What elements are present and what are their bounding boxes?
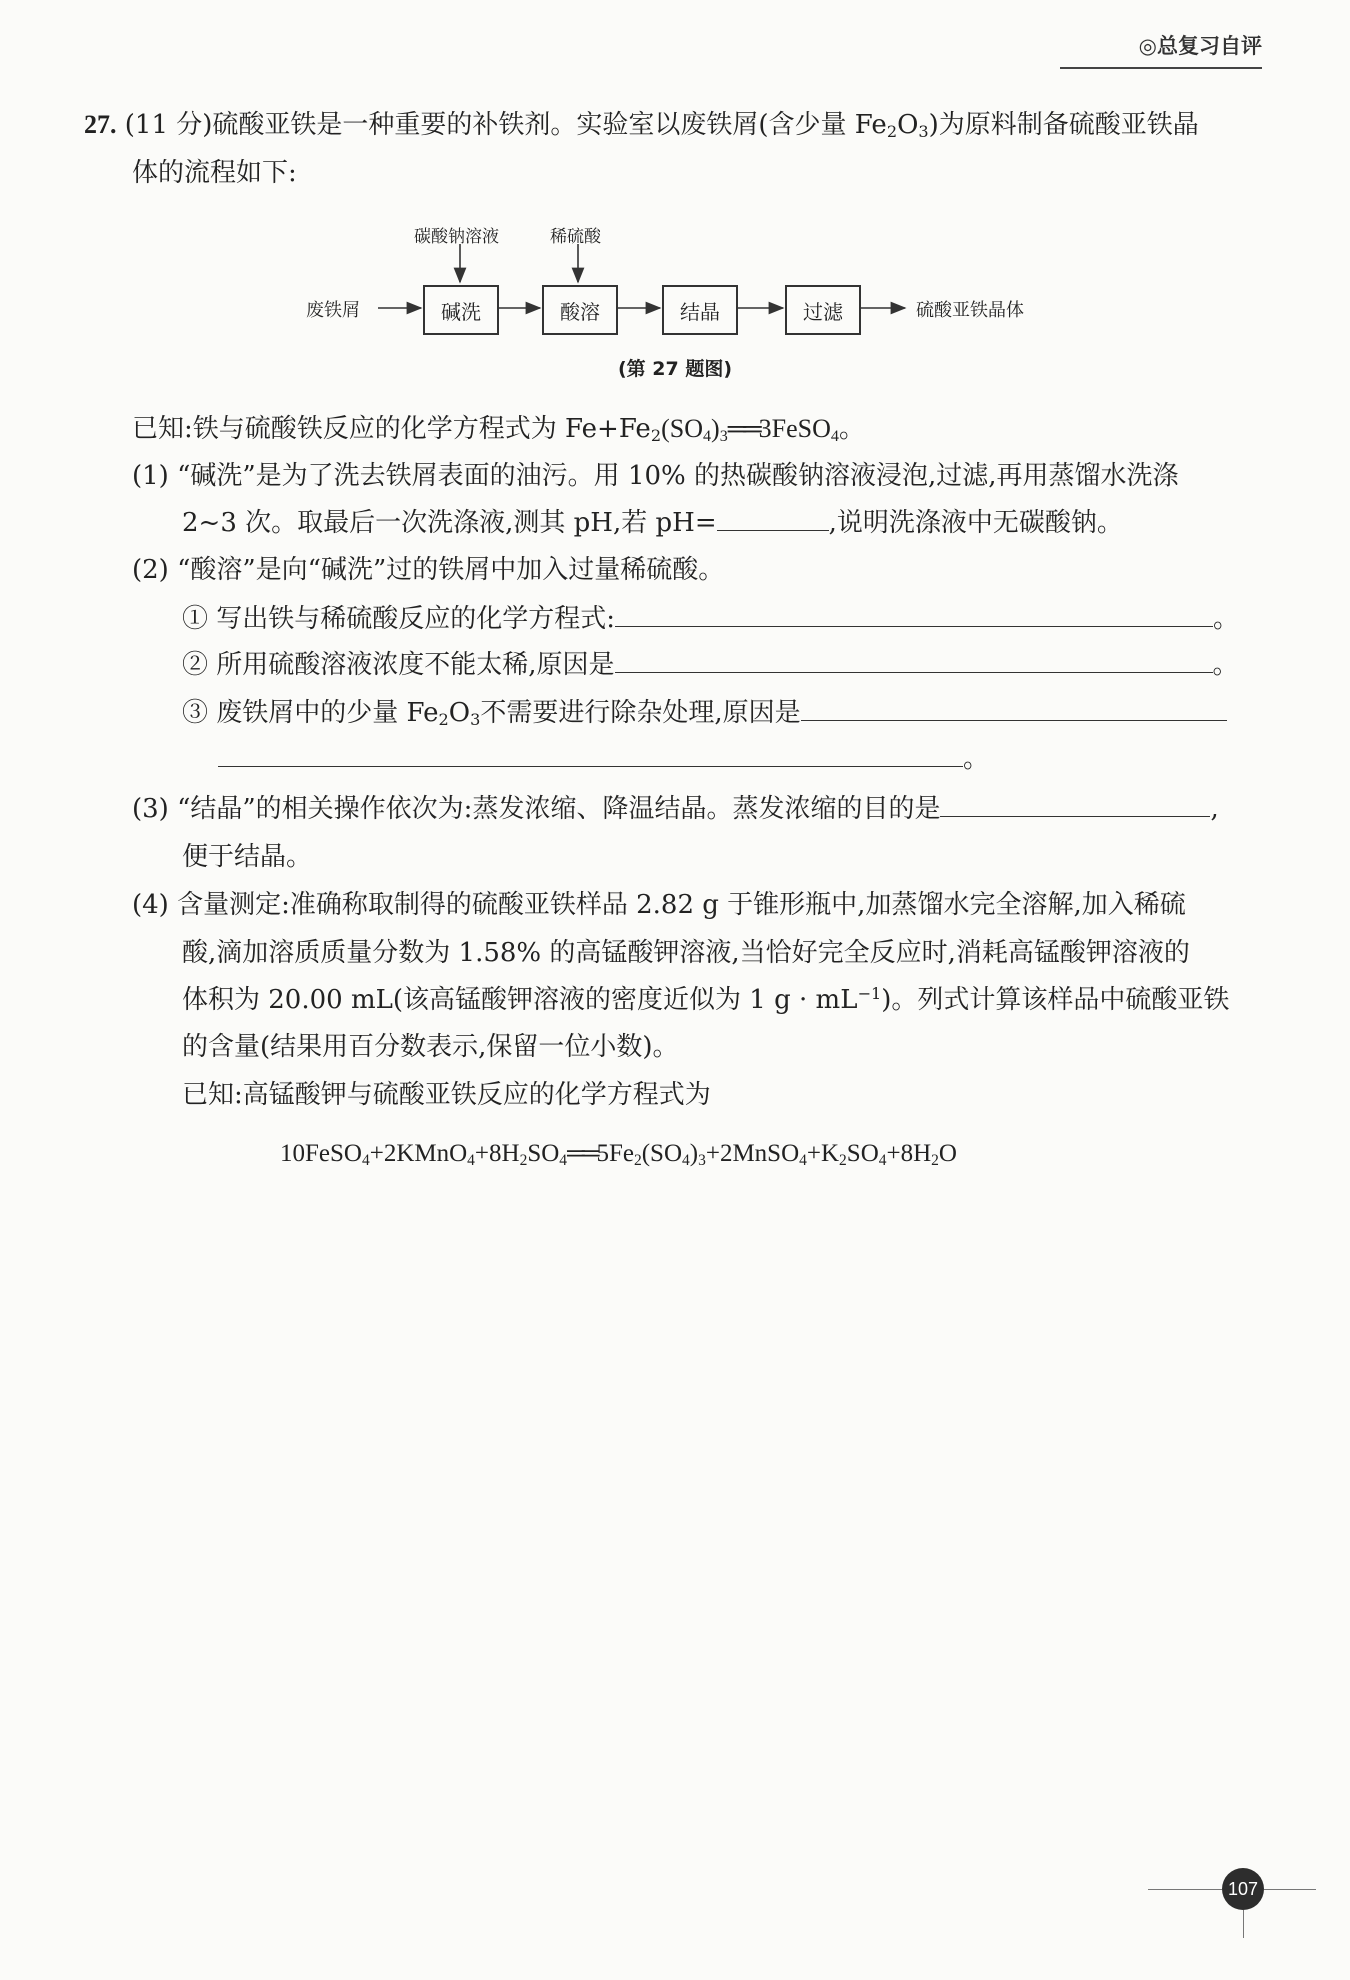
part2-q1 [182,602,1239,636]
sub-2: 2 [886,122,898,142]
answer-blank-reason-impurity-2[interactable] [218,742,963,767]
part2-q3: ③ 废铁屑中的少量 $Fe_2O_3$不需要进行除杂处理,原因是 [182,696,1227,730]
part4-line3b: )。列式计算该样品中硫酸亚铁 [881,985,1230,1015]
sub: 3 [698,1151,706,1169]
question-number: 27. [84,110,117,139]
sub: 4 [361,1151,370,1169]
header-title: ◎总复习自评 [1138,34,1262,58]
sub: 2 [633,1151,642,1169]
sup-neg1: −1 [857,984,882,1004]
known-equation-2: $10FeSO_4+2KMnO_4+8H_2SO_4══5Fe_2(SO_4)_3+2MnSO_4+K_2SO_4+8H_2O$ [280,1140,957,1169]
flow-arrows [0,0,1350,400]
part1-line2b: ,说明洗涤液中无碳酸钠。 [828,508,1123,538]
part3-line2: 便于结晶。 [182,842,313,872]
part4-line1: (4) 含量测定:准确称取制得的硫酸亚铁样品 2.82 g 于锥形瓶中,加蒸馏水完全溶解,加入稀硫 [132,890,1186,920]
sub: 2 [519,1151,528,1169]
flow-step-acid-dissolve: 酸溶 [542,285,618,335]
answer-blank-evaporation[interactable] [940,792,1210,817]
part3-line1 [132,792,1219,826]
sub: 2 [650,426,662,446]
part2-q3a: ③ 废铁屑中的少量 Fe [182,698,439,728]
part1-line2 [182,506,1123,540]
page-number-tick [1243,1910,1244,1938]
eq-part: $(SO_4)_3$ [661,414,728,446]
intro-text: (11 分)硫酸亚铁是一种重要的补铁剂。实验室以废铁屑(含少量 Fe [124,110,887,140]
sub: 3 [719,428,728,446]
flow-step-crystallize: 结晶 [662,285,738,335]
part2-q2 [182,648,1239,682]
known-equation-1 [132,412,865,446]
answer-blank-equation[interactable] [615,602,1213,627]
part2-q1-text: ① 写出铁与稀硫酸反应的化学方程式: [182,604,616,634]
intro-text-2: )为原料制备硫酸亚铁晶 [928,110,1199,140]
double-line-equals: ══ [567,1140,597,1167]
part4-line2: 酸,滴加溶质质量分数为 1.58% 的高锰酸钾溶液,当恰好完全反应时,消耗高锰酸钾溶液的 [182,938,1190,968]
sub: 3 [470,710,481,730]
part2-intro: (2) “酸溶”是向“碱洗”过的铁屑中加入过量稀硫酸。 [132,555,725,585]
part1-line1: (1) “碱洗”是为了洗去铁屑表面的油污。用 10% 的热碳酸钠溶液浸泡,过滤,再用蒸馏水洗涤 [132,461,1179,491]
sub: 4 [878,1151,887,1169]
flow-input-label: 废铁屑 [306,300,360,321]
sub-3: 3 [918,122,929,142]
part1-line2a: 2~3 次。取最后一次洗涤液,测其 pH,若 pH= [182,508,717,538]
part4-line4: 的含量(结果用百分数表示,保留一位小数)。 [182,1032,679,1062]
part4-known: 已知:高锰酸钾与硫酸亚铁反应的化学方程式为 [182,1080,711,1110]
question-intro-line2: 体的流程如下: [132,158,297,188]
flow-step-filter: 过滤 [785,285,861,335]
period: 。 [1213,604,1240,634]
sub: 2 [438,710,449,730]
flow-reagent2-label: 稀硫酸 [550,227,601,247]
part4-line3 [182,983,1229,1017]
comma: , [1210,794,1219,824]
sub: 4 [830,428,839,446]
flow-output-label: 硫酸亚铁晶体 [916,300,1024,321]
answer-blank-ph[interactable] [717,506,829,531]
answer-blank-reason-concentration[interactable] [615,648,1213,673]
period: 。 [1212,650,1239,680]
part4-line3a: 体积为 20.00 mL(该高锰酸钾溶液的密度近似为 1 g · mL [182,985,858,1015]
sub: 4 [467,1151,475,1169]
sub: 4 [702,428,712,446]
known1-suffix: 。 [838,414,865,444]
page-number-line-right [1264,1889,1316,1890]
figure-caption: (第 27 题图) [617,358,733,380]
answer-blank-reason-impurity-1[interactable] [801,696,1227,721]
question-intro-line1: 27. (11 分)硫酸亚铁是一种重要的补铁剂。实验室以废铁屑(含少量 $Fe_2O_3$)为原料制备硫酸亚铁晶 [84,110,1199,142]
flow-step-alkali-wash: 碱洗 [423,285,499,335]
sub: 4 [799,1151,807,1169]
period: 。 [963,744,990,774]
sub: 2 [931,1151,939,1169]
eq-product: 3FeSO$_4$ [758,414,839,446]
double-line-equals: ══ [727,414,759,443]
page-number: 107 [1222,1868,1264,1910]
part2-q2-text: ② 所用硫酸溶液浓度不能太稀,原因是 [182,650,615,680]
part2-q3b: 不需要进行除杂处理,原因是 [480,698,801,728]
part3-text: (3) “结晶”的相关操作依次为:蒸发浓缩、降温结晶。蒸发浓缩的目的是 [132,794,941,824]
sub: 4 [559,1151,568,1169]
flow-reagent1-label: 碳酸钠溶液 [414,227,499,247]
flow-diagram [0,0,1350,400]
sub: 4 [682,1151,690,1169]
page-number-line-left [1148,1889,1222,1890]
sub: 2 [839,1151,847,1169]
known1-prefix: 已知:铁与硫酸铁反应的化学方程式为 Fe+Fe [132,414,651,444]
part2-q3-line2 [218,742,989,776]
